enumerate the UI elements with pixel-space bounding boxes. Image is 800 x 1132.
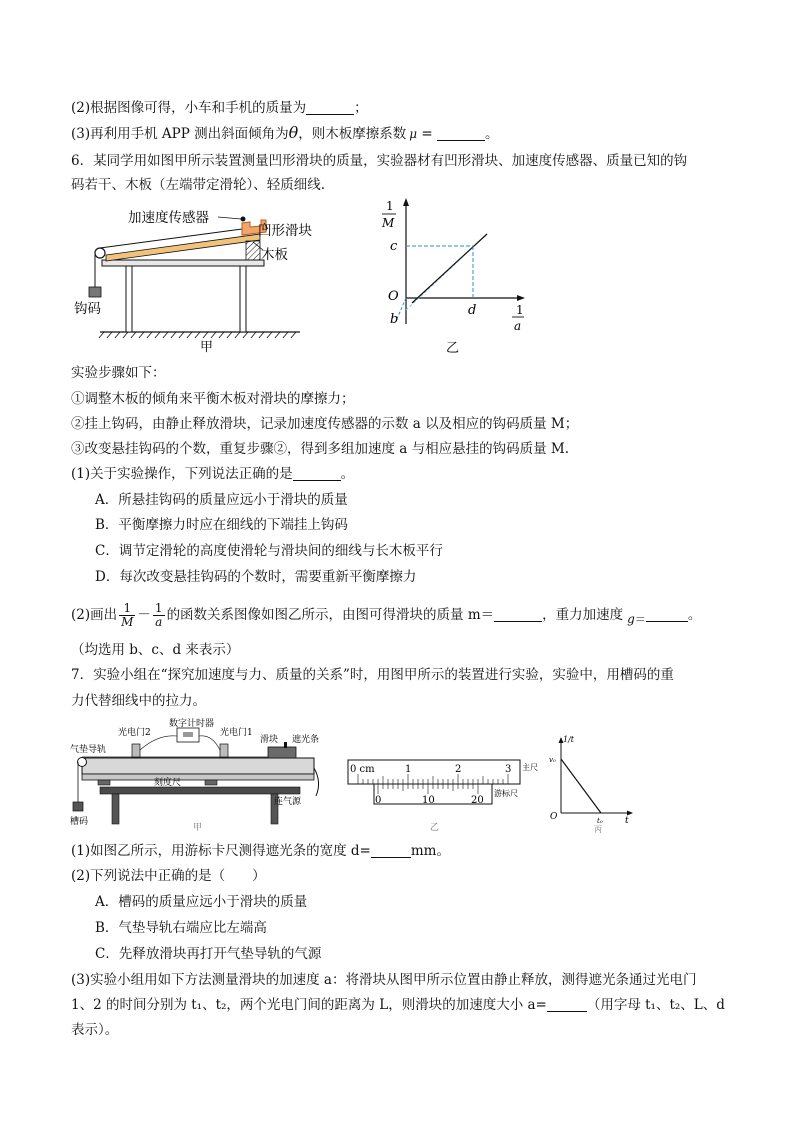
svg-text:主尺: 主尺 [522,763,538,772]
svg-text:a: a [514,319,522,333]
svg-text:遮光条: 遮光条 [292,735,320,745]
svg-text:数字计时器: 数字计时器 [169,719,215,729]
svg-text:1: 1 [516,303,524,317]
q7-part2: (2)下列说法中正确的是（ ） [71,868,266,884]
origin-label: O [388,289,399,304]
q7-option-b[interactable]: B．气垫导轨右端应比左端高 [95,920,267,936]
q6-part1: (1)关于实验操作，下列说法正确的是 。 [71,466,355,482]
answer-blank[interactable] [494,607,542,622]
svg-text:10: 10 [422,795,435,806]
svg-text:3: 3 [505,764,512,775]
answer-blank[interactable] [306,100,354,115]
answer-blank[interactable] [371,843,411,858]
svg-text:槽码: 槽码 [70,817,89,827]
q6-part2: (2)画出 $\frac{1}{M}$ － $\frac{1}{a}$ 的函数关系图像如图乙所示，由图可得滑块的质量 m＝ ，重力加速度 $g_=$ 。 [71,601,702,629]
svg-text:t₀: t₀ [597,817,603,825]
step-3: ③改变悬挂钩码的个数，重复步骤②，得到多组加速度 a 与相应悬挂的钩码质量 M. [71,441,570,457]
svg-text:1: 1 [405,764,412,775]
svg-text:1: 1 [386,199,394,213]
q7-intro-1: 7．实验小组在“探究加速度与力、质量的关系”时，用图甲所示的装置进行实验，实验中，用槽码的重 [71,667,674,683]
svg-text:游标尺: 游标尺 [494,789,518,798]
q7-part3-line1: (3)实验小组用如下方法测量滑块的加速度 a：将滑块从图甲所示位置由静止释放，测得遮光条通过光电门 [71,972,697,988]
steps-title: 实验步骤如下： [71,365,166,381]
q7-option-c[interactable]: C．先释放滑块再打开气垫导轨的气源 [95,946,322,962]
svg-text:0 cm: 0 cm [350,764,375,775]
svg-text:20: 20 [471,795,484,806]
q7-part1: (1)如图乙所示，用游标卡尺测得遮光条的宽度 d= mm。 [71,843,450,859]
q7-option-a[interactable]: A．槽码的质量应远小于滑块的质量 [95,894,308,910]
step-1: ①调整木板的倾角来平衡木板对滑块的摩擦力； [71,391,355,407]
answer-blank[interactable] [646,607,688,622]
q7-part3-line3: 表示）。 [71,1022,119,1038]
d-label: d [468,303,477,318]
q6-option-c[interactable]: C．调节定滑轮的高度使滑轮与滑块间的细线与长木板平行 [95,543,443,559]
svg-text:M: M [382,216,395,230]
c-label: c [390,239,398,254]
svg-text:气垫导轨: 气垫导轨 [70,745,107,755]
b-label: b [390,312,399,327]
q6-note: （均选用 b、c、d 来表示） [71,642,240,658]
svg-text:甲: 甲 [193,823,203,833]
q6-figure-yi [360,196,530,358]
q7-intro-2: 力代替细线中的拉力。 [71,693,206,709]
q7-figure-yi [344,756,536,836]
step-2: ②挂上钩码，由静止释放滑块，记录加速度传感器的示数 a 以及相应的钩码质量 M； [71,416,579,432]
q6-intro-2: 码若干、木板（左端带定滑轮）、轻质细线. [71,177,326,193]
svg-text:2: 2 [455,764,462,775]
q7-figure-jia [70,719,335,833]
board-label: 木板 [261,247,288,263]
figure-caption: 乙 [446,341,460,356]
svg-text:乙: 乙 [430,823,440,833]
svg-text:光电门2: 光电门2 [118,728,151,738]
q6-option-d[interactable]: D．每次改变悬挂钩码的个数时，需要重新平衡摩擦力 [95,569,417,585]
svg-text:t: t [625,816,629,826]
block-label: 凹形滑块 [258,223,312,239]
q6-option-a[interactable]: A．所悬挂钩码的质量应远小于滑块的质量 [95,492,348,508]
q6-option-b[interactable]: B．平衡摩擦力时应在细线的下端挂上钩码 [95,517,348,533]
svg-text:丙: 丙 [594,825,602,834]
svg-text:0: 0 [375,795,382,806]
q6-intro-1: 6．某同学用如图甲所示装置测量凹形滑块的质量，实验器材有凹形滑块、加速度传感器、质量已知的钩 [71,153,688,169]
svg-text:连气源: 连气源 [274,797,302,807]
svg-text:光电门1: 光电门1 [220,728,253,738]
svg-text:v₀: v₀ [549,756,556,764]
sensor-label: 加速度传感器 [128,210,209,226]
answer-blank[interactable] [547,997,587,1012]
svg-text:1/t: 1/t [563,735,574,744]
weight-label: 钩码 [74,301,101,317]
svg-text:滑块: 滑块 [260,735,279,745]
q5-part2: (2)根据图像可得，小车和手机的质量为 ； [71,100,368,116]
answer-blank[interactable] [293,466,341,481]
figure-caption: 甲 [200,340,214,355]
svg-text:刻度尺: 刻度尺 [154,778,182,788]
q5-part3: (3)再利用手机 APP 测出斜面倾角为θ，则木板摩擦系数 μ = 。 [71,123,499,142]
q7-part3-line2: 1、2 的时间分别为 t₁、t₂，两个光电门间的距离为 L，则滑块的加速度大小 a= （用字母 t₁、t₂、L、d [71,997,725,1013]
q7-figure-bing [545,733,645,833]
svg-text:O: O [550,812,558,822]
q6-figure-jia [70,205,310,355]
answer-blank[interactable] [437,126,485,141]
